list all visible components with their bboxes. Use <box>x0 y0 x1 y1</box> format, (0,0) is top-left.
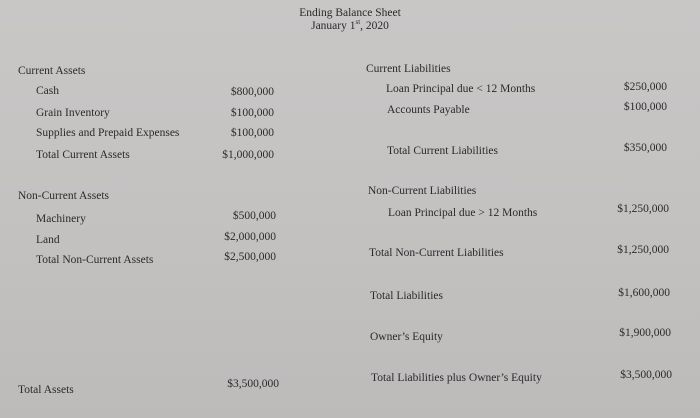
total-non-current-liabilities-label: Total Non-Current Liabilities <box>369 247 504 259</box>
non-current-liabilities-heading: Non-Current Liabilities <box>368 185 477 197</box>
cash-label: Cash <box>36 85 59 97</box>
sheet-date: January 1st, 2020 <box>311 18 389 32</box>
total-current-liabilities-value: $350,000 <box>623 142 667 154</box>
total-liabilities-label: Total Liabilities <box>370 290 443 302</box>
total-assets-value: $3,500,000 <box>227 378 279 390</box>
machinery-value: $500,000 <box>232 210 276 222</box>
grain-inventory-value: $100,000 <box>230 107 274 119</box>
non-current-assets-heading: Non-Current Assets <box>18 190 110 202</box>
loan-principal-long-value: $1,250,000 <box>617 203 669 215</box>
total-non-current-assets-label: Total Non-Current Assets <box>36 254 154 266</box>
current-assets-heading: Current Assets <box>18 65 86 77</box>
total-liabilities-plus-equity-label: Total Liabilities plus Owner’s Equity <box>371 372 542 384</box>
owners-equity-value: $1,900,000 <box>619 327 671 339</box>
land-label: Land <box>36 234 60 246</box>
supplies-label: Supplies and Prepaid Expenses <box>36 127 180 139</box>
owners-equity-label: Owner’s Equity <box>370 331 443 343</box>
total-assets-label: Total Assets <box>18 384 74 396</box>
sheet-title: Ending Balance Sheet <box>299 7 401 19</box>
loan-principal-short-value: $250,000 <box>623 81 667 93</box>
accounts-payable-label: Accounts Payable <box>387 104 470 116</box>
total-liabilities-value: $1,600,000 <box>618 287 670 299</box>
total-non-current-liabilities-value: $1,250,000 <box>617 244 669 256</box>
total-current-assets-value: $1,000,000 <box>222 149 274 161</box>
grain-inventory-label: Grain Inventory <box>36 107 110 119</box>
supplies-value: $100,000 <box>230 127 274 139</box>
loan-principal-long-label: Loan Principal due > 12 Months <box>388 207 538 219</box>
cash-value: $800,000 <box>230 86 274 98</box>
total-current-assets-label: Total Current Assets <box>36 149 130 161</box>
accounts-payable-value: $100,000 <box>623 101 667 113</box>
loan-principal-short-label: Loan Principal due < 12 Months <box>386 83 536 95</box>
total-current-liabilities-label: Total Current Liabilities <box>387 145 498 157</box>
current-liabilities-heading: Current Liabilities <box>366 63 451 75</box>
total-liabilities-plus-equity-value: $3,500,000 <box>620 369 672 381</box>
land-value: $2,000,000 <box>224 231 276 243</box>
total-non-current-assets-value: $2,500,000 <box>224 251 276 263</box>
machinery-label: Machinery <box>36 213 86 225</box>
